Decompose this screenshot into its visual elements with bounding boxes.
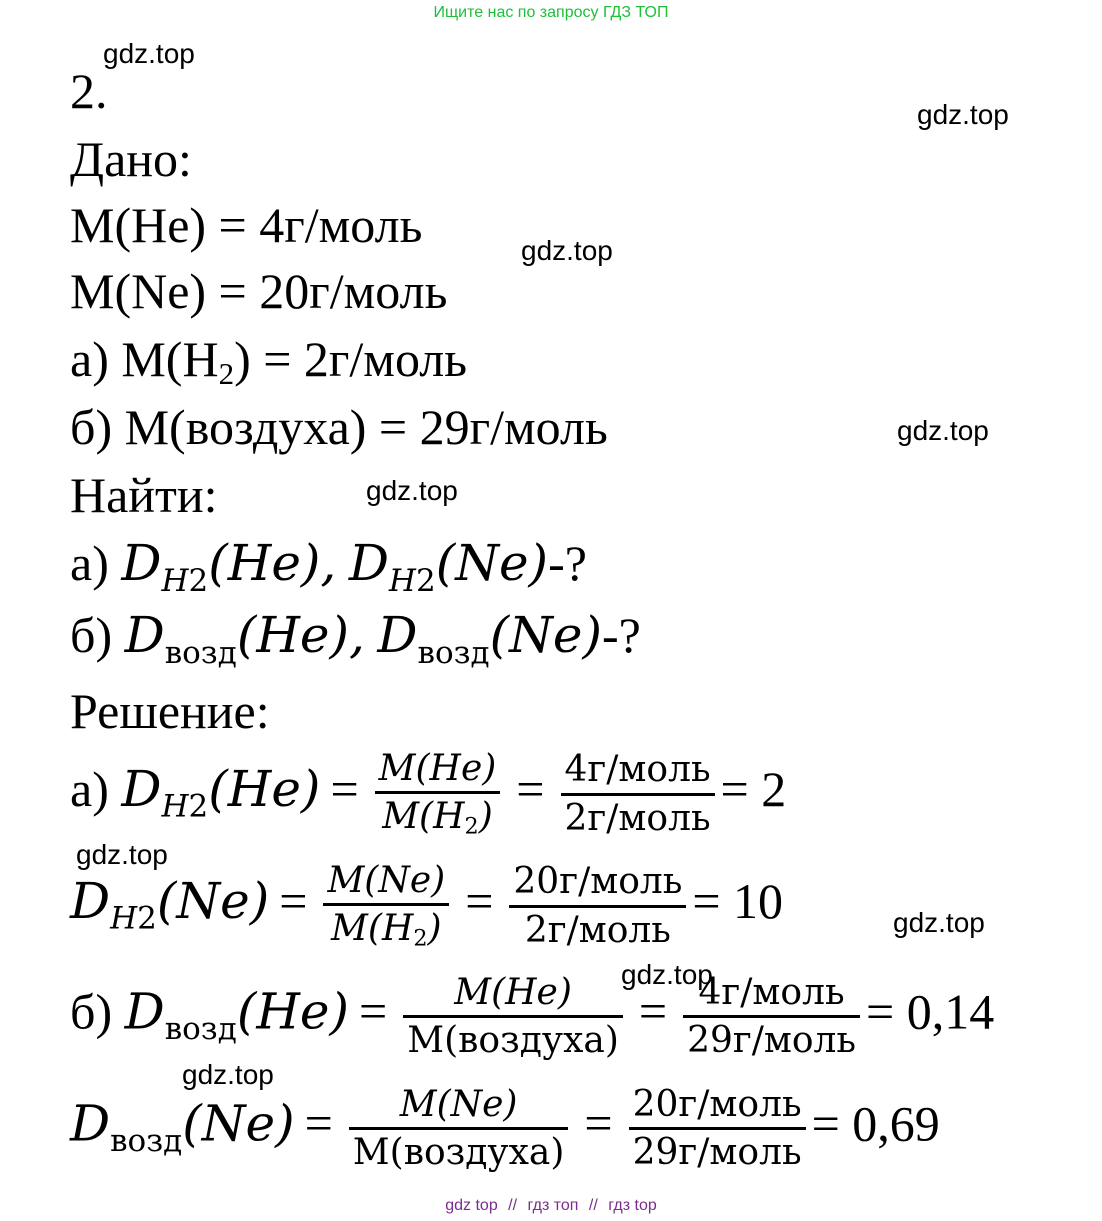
find-b: б) $D_{возд}(He)$, $D_{возд}(Ne)-$? [70, 606, 641, 671]
footer-separator: // [588, 1197, 598, 1214]
watermark: gdz.top [521, 235, 613, 266]
footer-link[interactable]: гдз top [608, 1197, 657, 1214]
footer-separator: // [508, 1197, 518, 1214]
find-label: Найти: [70, 467, 218, 523]
watermark: gdz.top [917, 99, 1009, 130]
watermark: gdz.top [366, 475, 458, 506]
watermark: gdz.top [76, 839, 168, 870]
solution-a-he: а) $D_{H2}(He)$ = $\frac{M(He)}{M(H2)}$ = $\frac{\text{4г/моль}}{\text{2г/моль}}$ = 2 [70, 748, 787, 840]
watermark: gdz.top [893, 907, 985, 938]
given-air: б) M(воздуха) = 29г/моль [70, 399, 608, 455]
problem-number: 2. [70, 63, 108, 119]
given-ne: M(Ne) = 20г/моль [70, 263, 448, 319]
watermark: gdz.top [897, 415, 989, 446]
solution-a-ne: $D_{H2}(Ne)$ = $\frac{M(Ne)}{M(H2)}$ = $\frac{\text{20г/моль}}{\text{2г/моль}}$ = 10 [70, 860, 784, 952]
solution-label: Решение: [70, 683, 270, 739]
given-h2: а) M(H2) = 2г/моль [70, 331, 468, 391]
footer-links [0, 1197, 1102, 1215]
find-a: а) $D_{H2}(He)$, $D_{H2}(Ne)-$? [70, 534, 587, 599]
top-banner: Ищите нас по запросу ГДЗ ТОП [433, 4, 669, 21]
solution-b-he: б) $D_{возд}(He)$ = $\frac{M(He)}{\text{M(воздуха)}}$ = $\frac{\text{4г/моль}}{\text{29г/моль}}$ = 0,14 [70, 972, 995, 1062]
watermark: gdz.top [621, 959, 713, 990]
watermark: gdz.top [182, 1059, 274, 1090]
given-label: Дано: [70, 131, 192, 187]
given-he: M(He) = 4г/моль [70, 197, 423, 253]
footer-link[interactable]: gdz top [445, 1197, 498, 1214]
solution-b-ne: $D_{возд}(Ne)$ = $\frac{M(Ne)}{\text{M(воздуха)}}$ = $\frac{\text{20г/моль}}{\text{29г/моль}}$ = 0,69 [70, 1084, 940, 1174]
footer-link[interactable]: гдз топ [527, 1197, 579, 1214]
watermark: gdz.top [103, 38, 195, 69]
